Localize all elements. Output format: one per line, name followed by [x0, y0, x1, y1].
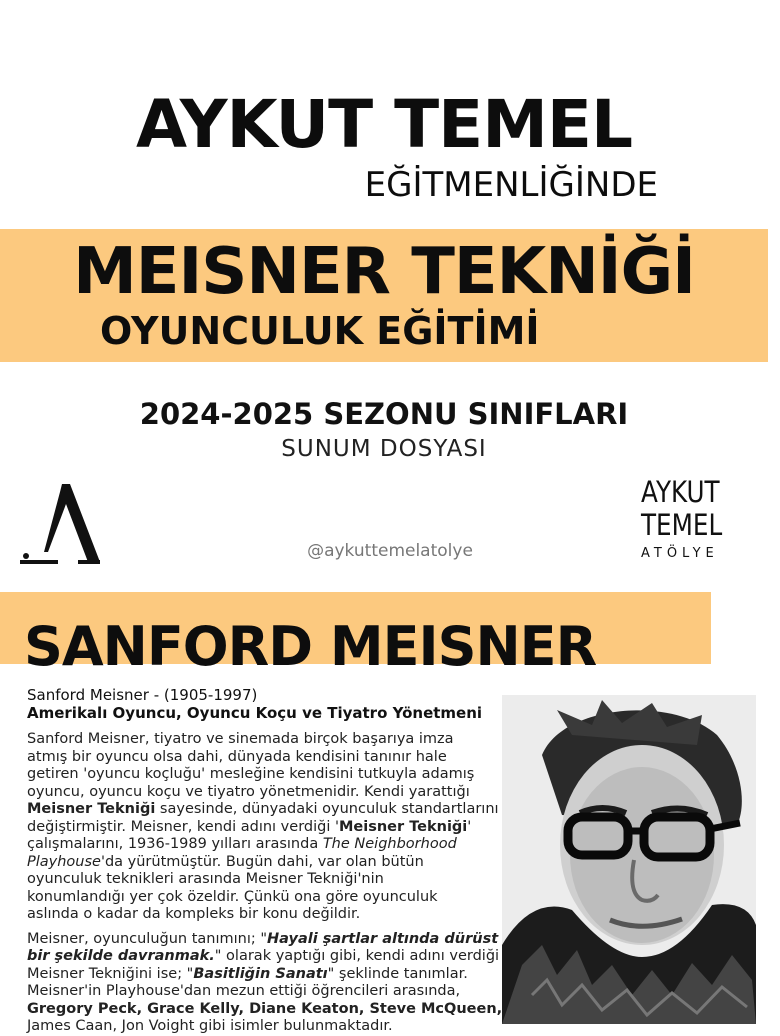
bio-bold-italic: bir şekilde davranmak.: [27, 948, 215, 964]
bio-text-run: Meisner Tekniğini ise; ": [27, 965, 194, 982]
bio-line: [27, 854, 505, 872]
bio-line: James Caan, Jon Voight gibi isimler bulunmaktadır.: [27, 1018, 393, 1034]
bio-line: konumlandığı yer çok özeldir. Çünkü ona göre oyunculuk: [27, 888, 438, 905]
season-title: 2024-2025 SEZONU SINIFLARI: [139, 397, 629, 431]
bio-text: [27, 731, 505, 1036]
bio-text-run: " şeklinde tanımlar.: [327, 965, 468, 982]
bio-bold: Meisner Tekniği: [27, 801, 156, 817]
bio-bold-italic: Basitliğin Sanatı: [193, 965, 328, 982]
portrait-photo: [502, 695, 756, 1024]
brand-logo: [641, 476, 761, 561]
bio-line: oyunculuk teknikleri arasında Meisner Tekniği'nin: [27, 871, 384, 887]
bio-line: atmış bir oyuncu olsa dahi, dünyada kendisini tanınır hale: [27, 748, 447, 765]
portrait-illustration: [502, 695, 756, 1024]
bio-text-run: çalışmalarını, 1936-1989 yılları arasında: [27, 836, 323, 852]
bio-text-run: " olarak yaptığı gibi, kendi adını verdiği: [214, 948, 500, 964]
bio-line: aslında o kadar da kompleks bir konu değildir.: [27, 906, 361, 922]
bio-line: Meisner'in Playhouse'dan mezun ettiği öğrencileri arasında,: [27, 983, 461, 999]
bio-line: [27, 966, 505, 984]
bio-heading: [27, 686, 497, 722]
bio-line: getiren 'oyuncu koçluğu' mesleğine kendisini tutkuyla adamış: [27, 766, 475, 782]
bio-line: Sanford Meisner, tiyatro ve sinemada birçok başarıya imza: [27, 731, 454, 747]
bio-line: [27, 948, 505, 966]
brand-line-2: TEMEL: [641, 508, 723, 542]
bio-text-run: değiştirmiştir. Meisner, kendi adını verdiği ': [27, 818, 339, 835]
bio-heading-line-1: Sanford Meisner - (1905-1997): [27, 686, 258, 704]
bio-text-run: 'da yürütmüştür. Bugün dahi, var olan bütün: [100, 853, 424, 870]
bio-line: [27, 931, 505, 949]
brand-line-1: AYKUT: [641, 475, 720, 509]
bio-line: oyuncu, oyuncu koçu ve tiyatro yönetmenidir. Kendi yarattığı: [27, 783, 470, 800]
brand-line-3: ATÖLYE: [641, 546, 719, 561]
bio-text-run: Meisner, oyunculuğun tanımını; ": [27, 930, 268, 947]
header-subtitle: EĞİTMENLİĞİNDE: [364, 165, 658, 205]
banner-subtitle: OYUNCULUK EĞİTİMİ: [100, 309, 540, 353]
banner-title: MEISNER TEKNİĞİ: [73, 235, 695, 309]
bio-bold: Meisner Tekniği: [338, 818, 468, 835]
social-handle: @aykuttemelatolye: [307, 541, 473, 561]
bio-line: [27, 819, 505, 837]
bio-line: [27, 836, 505, 854]
bio-line: [27, 801, 505, 819]
header-name: AYKUT TEMEL: [135, 86, 633, 163]
season-subtitle: SUNUM DOSYASI: [281, 436, 487, 462]
bio-italic: Playhouse: [27, 853, 101, 870]
bio-italic: The Neighborhood: [322, 836, 457, 852]
bio-heading-line-2: Amerikalı Oyuncu, Oyuncu Koçu ve Tiyatro Yönetmeni: [27, 704, 483, 722]
section-title: SANFORD MEISNER: [24, 615, 597, 678]
bio-text-run: ': [467, 818, 472, 835]
bio-bold-italic: Hayali şartlar altında dürüst: [267, 930, 499, 947]
bio-text-run: sayesinde, dünyadaki oyunculuk standartlarını: [155, 801, 499, 817]
paragraph-gap: [27, 924, 505, 931]
bio-line: Gregory Peck, Grace Kelly, Diane Keaton, Steve McQueen,: [27, 1000, 503, 1017]
